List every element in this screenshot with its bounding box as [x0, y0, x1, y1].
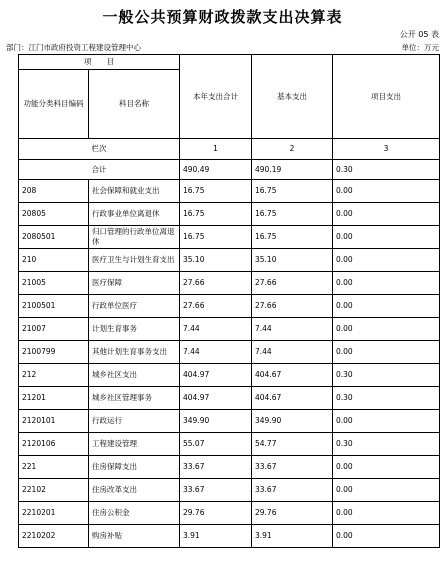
- cell-name: 归口管理的行政单位离退休: [89, 226, 180, 249]
- table-row: [19, 479, 440, 502]
- cell-basic: 16.75: [252, 203, 333, 226]
- cell-basic: 54.77: [252, 433, 333, 456]
- table-row: [19, 272, 440, 295]
- unit-label: 单位：万元: [401, 43, 439, 52]
- table-row: [19, 433, 440, 456]
- header-basic: 基本支出: [252, 55, 333, 139]
- cell-basic: 7.44: [252, 318, 333, 341]
- cell-total: 29.76: [180, 502, 252, 525]
- cell-name: 行政事业单位离退休: [89, 203, 180, 226]
- cell-basic: 404.67: [252, 387, 333, 410]
- page-title: 一般公共预算财政拨款支出决算表: [102, 8, 343, 26]
- cell-item: 0.00: [333, 226, 440, 249]
- header-project: 项 目: [19, 55, 180, 70]
- cell-name: 医疗保障: [89, 272, 180, 295]
- header-name: 科目名称: [89, 70, 180, 139]
- cell-total: 27.66: [180, 295, 252, 318]
- header-row-project: [19, 55, 440, 70]
- cell-name: 其他计划生育事务支出: [89, 341, 180, 364]
- cell-item: 0.00: [333, 341, 440, 364]
- cell-item: 0.00: [333, 456, 440, 479]
- cell-total: 3.91: [180, 525, 252, 548]
- cell-item: 0.00: [333, 295, 440, 318]
- cell-total: 33.67: [180, 479, 252, 502]
- cell-name: 社会保障和就业支出: [89, 180, 180, 203]
- cell-name: 行政运行: [89, 410, 180, 433]
- header-code: 功能分类科目编码: [19, 70, 89, 139]
- cell-basic: 33.67: [252, 456, 333, 479]
- cell-code: 21007: [19, 318, 89, 341]
- cell-item: 0.00: [333, 525, 440, 548]
- cell-item: 0.00: [333, 479, 440, 502]
- cell-item: 0.30: [333, 433, 440, 456]
- cell-basic: 27.66: [252, 295, 333, 318]
- department-label: 部门：江门市政府投资工程建设管理中心: [6, 43, 141, 52]
- cell-basic: 349.90: [252, 410, 333, 433]
- form-number: 公开 05 表: [399, 30, 439, 39]
- cell-code: 2210201: [19, 502, 89, 525]
- cell-name: 城乡社区管理事务: [89, 387, 180, 410]
- cell-basic: 27.66: [252, 272, 333, 295]
- total-basic: 490.19: [252, 160, 333, 180]
- total-label: 合计: [19, 160, 180, 180]
- cell-item: 0.00: [333, 318, 440, 341]
- table-row: [19, 295, 440, 318]
- cell-code: 2100799: [19, 341, 89, 364]
- cell-basic: 16.75: [252, 226, 333, 249]
- cell-name: 购房补贴: [89, 525, 180, 548]
- total-row: [19, 160, 440, 180]
- table-row: [19, 180, 440, 203]
- cell-code: 2120106: [19, 433, 89, 456]
- total-amount: 490.49: [180, 160, 252, 180]
- cell-code: 208: [19, 180, 89, 203]
- cell-code: 21005: [19, 272, 89, 295]
- cell-code: 2120101: [19, 410, 89, 433]
- table-body: [19, 55, 440, 548]
- cell-item: 0.00: [333, 502, 440, 525]
- cell-item: 0.00: [333, 249, 440, 272]
- cell-total: 7.44: [180, 341, 252, 364]
- cell-total: 35.10: [180, 249, 252, 272]
- cell-name: 住房保障支出: [89, 456, 180, 479]
- cell-item: 0.30: [333, 364, 440, 387]
- cell-basic: 35.10: [252, 249, 333, 272]
- table-row: [19, 410, 440, 433]
- cell-name: 城乡社区支出: [89, 364, 180, 387]
- table-row: [19, 226, 440, 249]
- cell-code: 20805: [19, 203, 89, 226]
- cell-total: 404.97: [180, 387, 252, 410]
- cell-total: 16.75: [180, 180, 252, 203]
- table-row: [19, 525, 440, 548]
- column-index-2: 2: [252, 139, 333, 160]
- cell-basic: 7.44: [252, 341, 333, 364]
- cell-basic: 29.76: [252, 502, 333, 525]
- cell-item: 0.00: [333, 272, 440, 295]
- cell-name: 住房改革支出: [89, 479, 180, 502]
- cell-code: 2100501: [19, 295, 89, 318]
- cell-total: 16.75: [180, 203, 252, 226]
- table-row: [19, 364, 440, 387]
- expenditure-table: [18, 54, 440, 548]
- cell-name: 住房公积金: [89, 502, 180, 525]
- cell-code: 21201: [19, 387, 89, 410]
- cell-total: 33.67: [180, 456, 252, 479]
- cell-name: 计划生育事务: [89, 318, 180, 341]
- cell-total: 349.90: [180, 410, 252, 433]
- cell-name: 医疗卫生与计划生育支出: [89, 249, 180, 272]
- cell-total: 55.07: [180, 433, 252, 456]
- table-row: [19, 203, 440, 226]
- cell-code: 2080501: [19, 226, 89, 249]
- header-item: 项目支出: [333, 55, 440, 139]
- table-row: [19, 318, 440, 341]
- cell-total: 7.44: [180, 318, 252, 341]
- cell-basic: 404.67: [252, 364, 333, 387]
- cell-name: 工程建设管理: [89, 433, 180, 456]
- cell-item: 0.00: [333, 203, 440, 226]
- cell-code: 22102: [19, 479, 89, 502]
- table-row: [19, 456, 440, 479]
- header-total: 本年支出合计: [180, 55, 252, 139]
- cell-item: 0.00: [333, 410, 440, 433]
- cell-code: 2210202: [19, 525, 89, 548]
- cell-total: 27.66: [180, 272, 252, 295]
- cell-basic: 3.91: [252, 525, 333, 548]
- table-row: [19, 249, 440, 272]
- cell-basic: 16.75: [252, 180, 333, 203]
- cell-item: 0.30: [333, 387, 440, 410]
- column-index-1: 1: [180, 139, 252, 160]
- table-row: [19, 387, 440, 410]
- column-index-label: 栏次: [19, 139, 180, 160]
- table-row: [19, 502, 440, 525]
- cell-basic: 33.67: [252, 479, 333, 502]
- cell-code: 210: [19, 249, 89, 272]
- cell-name: 行政单位医疗: [89, 295, 180, 318]
- cell-code: 221: [19, 456, 89, 479]
- cell-code: 212: [19, 364, 89, 387]
- total-item: 0.30: [333, 160, 440, 180]
- cell-total: 404.97: [180, 364, 252, 387]
- cell-total: 16.75: [180, 226, 252, 249]
- header-row-index: [19, 139, 440, 160]
- table-row: [19, 341, 440, 364]
- cell-item: 0.00: [333, 180, 440, 203]
- column-index-3: 3: [333, 139, 440, 160]
